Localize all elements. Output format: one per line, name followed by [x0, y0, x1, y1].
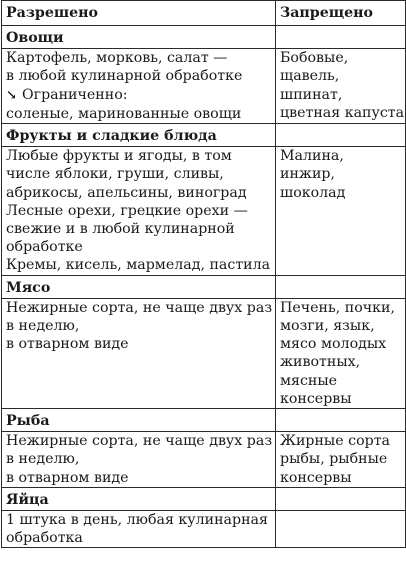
diet-table — [1, 0, 406, 548]
section-title: Яйца — [2, 487, 276, 510]
forbidden-line: животных, — [280, 354, 361, 371]
forbidden-line: рыбы, рыбные — [280, 451, 388, 468]
section-title-row — [2, 487, 406, 510]
forbidden-line: мясные — [280, 372, 338, 389]
allowed-line: в любой кулинарной обработке — [6, 68, 243, 85]
section-content-row — [2, 511, 406, 548]
allowed-line: обработка — [6, 530, 83, 547]
forbidden-line: Бобовые, — [280, 50, 349, 67]
forbidden-line: консервы — [280, 390, 352, 407]
section-content-row — [2, 147, 406, 275]
forbidden-cell — [276, 511, 406, 548]
allowed-line: 1 штука в день, любая кулинарная — [6, 512, 268, 529]
forbidden-line: мозги, язык, — [280, 318, 375, 335]
empty-cell — [276, 409, 406, 432]
section-title: Фрукты и сладкие блюда — [2, 124, 276, 147]
empty-cell — [276, 26, 406, 49]
allowed-cell — [2, 432, 276, 488]
arrow-down-right-icon: ↘ — [6, 87, 17, 103]
allowed-line: обработке — [6, 239, 83, 256]
section-content-row — [2, 432, 406, 488]
section-title: Рыба — [2, 409, 276, 432]
section-content-row — [2, 49, 406, 124]
allowed-line: Кремы, кисель, мармелад, пастила — [6, 257, 271, 274]
section-title: Овощи — [2, 26, 276, 49]
forbidden-cell — [276, 49, 406, 124]
forbidden-column-header: Запрещено — [276, 1, 406, 26]
section-title-row — [2, 124, 406, 147]
forbidden-line: Малина, — [280, 148, 344, 165]
allowed-cell — [2, 298, 276, 408]
allowed-line: в отварном виде — [6, 469, 129, 486]
limited-text: соленые, маринованные овощи — [6, 105, 242, 122]
section-content-row — [2, 298, 406, 408]
allowed-line: Лесные орехи, грецкие орехи — — [6, 202, 248, 219]
section-title-row — [2, 409, 406, 432]
forbidden-line: шоколад — [280, 184, 346, 201]
allowed-line: Картофель, морковь, салат — — [6, 50, 228, 67]
section-title-row — [2, 275, 406, 298]
empty-cell — [276, 124, 406, 147]
forbidden-line: мясо молодых — [280, 336, 387, 353]
allowed-line: Нежирные сорта, не чаще двух раз — [6, 433, 273, 450]
allowed-cell — [2, 147, 276, 275]
allowed-line: в отварном виде — [6, 336, 129, 353]
empty-cell — [276, 487, 406, 510]
forbidden-cell — [276, 432, 406, 488]
header-row — [2, 1, 406, 26]
allowed-line: числе яблоки, груши, сливы, — [6, 166, 224, 183]
forbidden-line: щавель, — [280, 68, 340, 85]
forbidden-cell — [276, 298, 406, 408]
allowed-line: абрикосы, апельсины, виноград — [6, 184, 247, 201]
section-title-row — [2, 26, 406, 49]
limited-label: Ограниченно: — [22, 86, 128, 103]
empty-cell — [276, 275, 406, 298]
allowed-cell — [2, 49, 276, 124]
allowed-line: в неделю, — [6, 318, 80, 335]
allowed-line: в неделю, — [6, 451, 80, 468]
allowed-column-header: Разрешено — [2, 1, 276, 26]
allowed-line: свежие и в любой кулинарной — [6, 221, 235, 238]
section-title: Мясо — [2, 275, 276, 298]
forbidden-line: инжир, — [280, 166, 336, 183]
allowed-line: Любые фрукты и ягоды, в том — [6, 148, 232, 165]
forbidden-cell — [276, 147, 406, 275]
limited-note — [6, 86, 273, 105]
forbidden-line: Печень, почки, — [280, 299, 395, 316]
forbidden-line: Жирные сорта — [280, 433, 391, 450]
allowed-line: Нежирные сорта, не чаще двух раз — [6, 299, 273, 316]
forbidden-line: консервы — [280, 469, 352, 486]
allowed-cell — [2, 511, 276, 548]
forbidden-line: цветная капуста — [280, 104, 405, 121]
forbidden-line: шпинат, — [280, 86, 343, 103]
